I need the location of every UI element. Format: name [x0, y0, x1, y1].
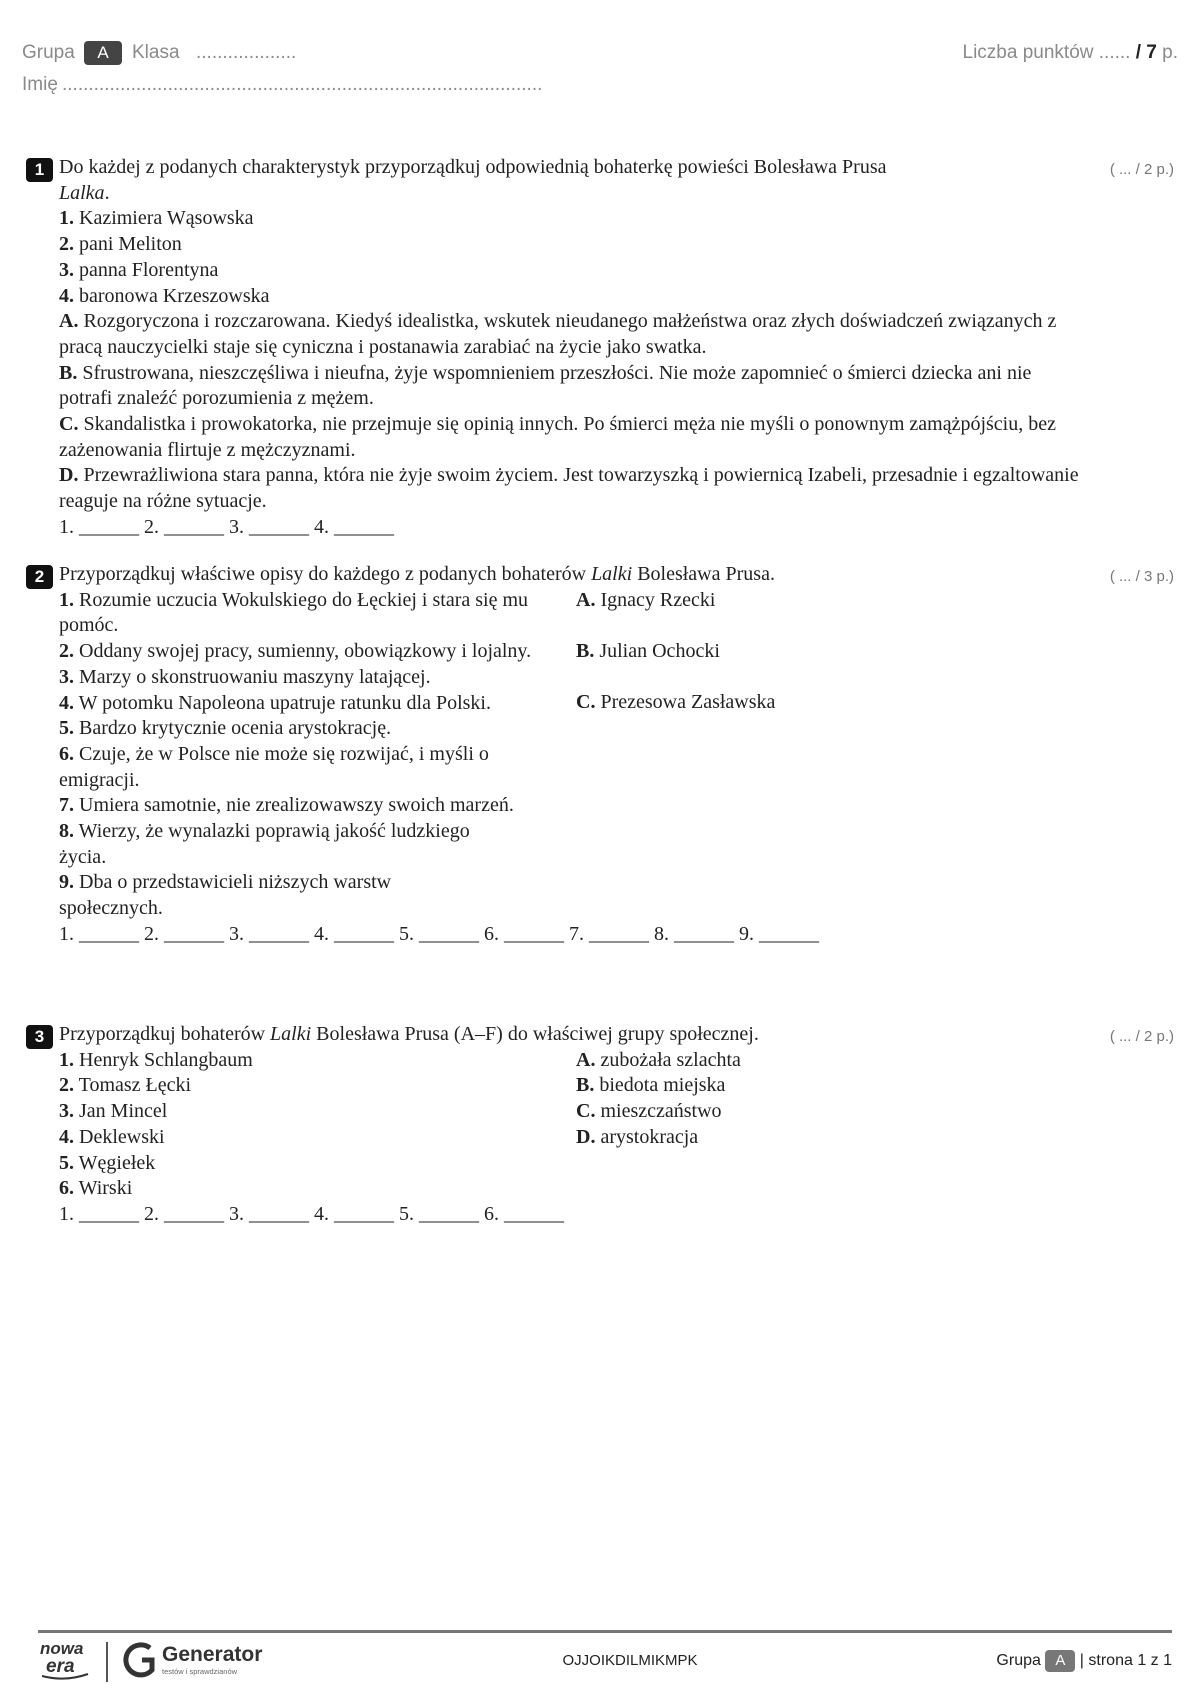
option-item: B. Julian Ochocki	[576, 640, 720, 663]
name-field[interactable]: ...........................................................................................	[62, 74, 543, 95]
logo-generator-text: Generator	[162, 1643, 263, 1666]
list-item: 4. W potomku Napoleona upatruje ratunku dla Polski.	[59, 691, 491, 714]
list-item: 1. Kazimiera Wąsowska	[59, 207, 254, 230]
class-label: Klasa	[132, 42, 180, 63]
name-label: Imię	[22, 74, 58, 95]
class-field[interactable]: ...................	[196, 42, 297, 63]
points-dots[interactable]: ......	[1098, 42, 1131, 63]
list-item: 4. baronowa Krzeszowska	[59, 284, 270, 307]
list-item: 8. Wierzy, że wynalazki poprawią jakość ludzkiego życia.	[59, 820, 470, 868]
task-number-badge: 3	[26, 1025, 53, 1049]
option-item: D. Przewrażliwiona stara panna, która nie żyje swoim życiem. Jest towarzyszką i powiernicą Izabeli, przesadnie i egzaltowanie reaguje na różne sytuacje.	[59, 464, 1079, 513]
points-total: / 7	[1135, 42, 1157, 63]
task-points: ( ... / 2 p.)	[1109, 161, 1174, 178]
option-item: A. zubożała szlachta	[576, 1048, 741, 1071]
book-title: Lalka	[59, 181, 105, 204]
logo-nowa-text: nowa	[40, 1639, 84, 1658]
list-item: 3. panna Florentyna	[59, 258, 219, 281]
option-item: A. Rozgoryczona i rozczarowana. Kiedyś idealistka, wskutek nieudanego małżeństwa oraz złych doświadczeń związanych z pracą nauczycielki staje się cyniczna i postanawia zarabiać na życie jako swatka.	[59, 310, 1057, 358]
task-2	[26, 562, 1174, 948]
points-label: Liczba punktów	[962, 42, 1094, 63]
footer-page-info	[996, 1650, 1172, 1672]
option-item: D. arystokracja	[576, 1125, 699, 1148]
task-points: ( ... / 2 p.)	[1109, 1028, 1174, 1045]
list-item: 3. Jan Mincel	[59, 1100, 168, 1123]
list-item: 6. Wirski	[59, 1177, 133, 1200]
option-item: B. Sfrustrowana, nieszczęśliwa i nieufna, żyje wspomnieniem przeszłości. Nie może zapomnieć o śmierci dziecka ani nie potrafi znaleźć porozumienia z mężem.	[59, 361, 1032, 410]
list-item: 5. Węgiełek	[59, 1151, 156, 1174]
option-item: C. Prezesowa Zasławska	[576, 691, 776, 714]
footer-group-badge: A	[1045, 1650, 1075, 1672]
points-field	[963, 42, 1178, 64]
footer-divider	[38, 1630, 1172, 1633]
header-row-group	[22, 42, 1178, 68]
list-item: 4. Deklewski	[59, 1125, 165, 1148]
option-item: C. mieszczaństwo	[576, 1100, 722, 1123]
list-item: 2. Tomasz Łęcki	[59, 1074, 192, 1097]
answer-blanks[interactable]: 1. ______ 2. ______ 3. ______ 4. ______	[59, 515, 394, 538]
answer-blanks[interactable]: 1. ______ 2. ______ 3. ______ 4. ______ 5. ______ 6. ______ 7. ______ 8. ______ 9. ______	[59, 922, 819, 945]
logo-separator	[106, 1642, 108, 1682]
header-row-name	[22, 74, 1178, 98]
list-item: 6. Czuje, że w Polsce nie może się rozwijać, i myśli o emigracji.	[59, 742, 489, 791]
list-item: 2. Oddany swojej pracy, sumienny, obowiązkowy i lojalny.	[59, 640, 532, 663]
task-1	[26, 155, 1174, 541]
task-number-badge: 1	[26, 158, 53, 182]
task-question: Przyporządkuj właściwe opisy do każdego z podanych bohaterów Lalki Bolesława Prusa.	[59, 563, 775, 585]
list-item: 5. Bardzo krytycznie ocenia arystokrację.	[59, 717, 392, 740]
document-code: OJJOIKDILMIKMPK	[562, 1652, 698, 1669]
footer-group-label: Grupa	[996, 1652, 1041, 1669]
logo-generator-sub: testów i sprawdzianów	[162, 1667, 238, 1676]
option-item: C. Skandalistka i prowokatorka, nie przejmuje się opinią innych. Po śmierci męża nie myśli o ponownym zamążpójściu, bez zażenowania flirtuje z mężczyznami.	[59, 413, 1056, 461]
answer-blanks[interactable]: 1. ______ 2. ______ 3. ______ 4. ______ 5. ______ 6. ______	[59, 1202, 564, 1225]
generator-logo	[120, 1636, 300, 1686]
book-title: Lalki	[270, 1023, 312, 1045]
option-item: B. biedota miejska	[576, 1074, 726, 1097]
task-3	[26, 1022, 1174, 1228]
task-question: Przyporządkuj bohaterów Lalki Bolesława Prusa (A–F) do właściwej grupy społecznej.	[59, 1023, 759, 1045]
list-item: 7. Umiera samotnie, nie zrealizowawszy swoich marzeń.	[59, 794, 514, 817]
logo-era-text: era	[46, 1656, 75, 1677]
nowa-era-logo	[38, 1636, 92, 1682]
option-item: A. Ignacy Rzecki	[576, 588, 716, 611]
task-points: ( ... / 3 p.)	[1109, 568, 1174, 585]
points-suffix: p.	[1162, 42, 1178, 63]
list-item: 1. Henryk Schlangbaum	[59, 1048, 253, 1071]
task-number-badge: 2	[26, 565, 53, 589]
group-badge: A	[84, 41, 122, 65]
list-item: 1. Rozumie uczucia Wokulskiego do Łęckiej i stara się mu pomóc.	[59, 588, 529, 637]
task-question: Do każdej z podanych charakterystyk przyporządkuj odpowiednią bohaterkę powieści Bolesława Prusa Lalka.	[59, 156, 887, 204]
group-label: Grupa	[22, 42, 75, 63]
list-item: 2. pani Meliton	[59, 233, 182, 256]
book-title: Lalki	[591, 563, 633, 585]
list-item: 3. Marzy o skonstruowaniu maszyny latającej.	[59, 665, 431, 688]
list-item: 9. Dba o przedstawicieli niższych warstw społecznych.	[59, 871, 392, 920]
page-number: | strona 1 z 1	[1079, 1652, 1172, 1669]
